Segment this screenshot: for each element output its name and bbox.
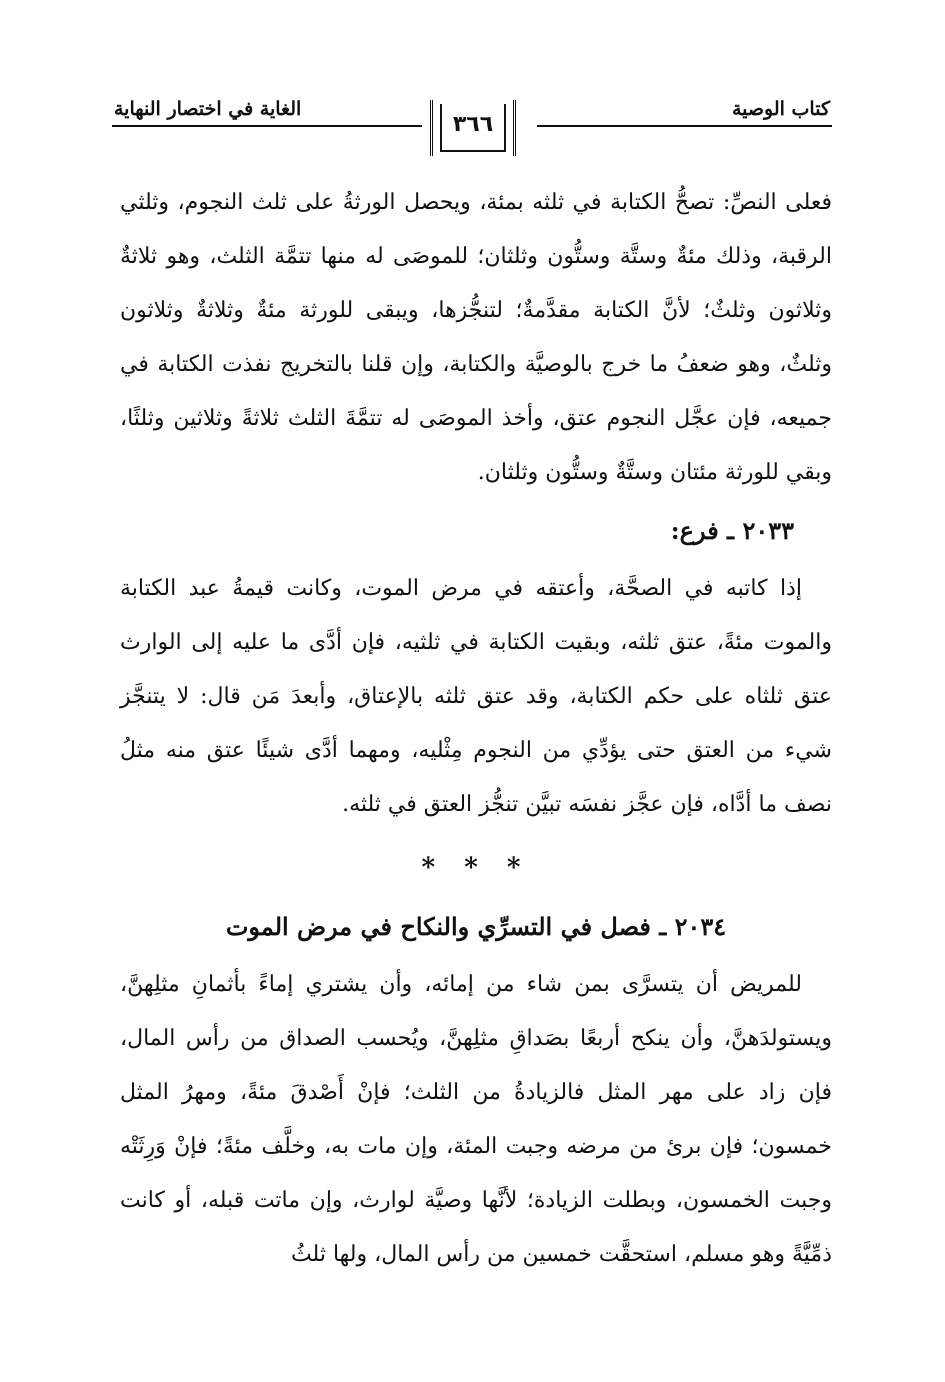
section-heading-2034: ٢٠٣٤ ـ فصل في التسرِّي والنكاح في مرض الموت (225, 912, 727, 941)
section-heading-2033: ٢٠٣٣ ـ فرع: (670, 516, 794, 545)
book-title: الغاية في اختصار النهاية (114, 98, 302, 120)
page-number: ٣٦٦ (452, 112, 494, 137)
page-number-frame (430, 100, 516, 156)
paragraph-1: فعلى النصِّ: تصحُّ الكتابة في ثلثه بمئة، ويحصل الورثةُ على ثلث النجوم، وثلثي الرقبة، وذلك مئةٌ وستَّة وستُّون وثلثان؛ للموصَى له منها تتمَّة الثلث، وهو ثلاثةٌ وثلاثون وثلثٌ؛ لأنَّ الكتابة مقدَّمةٌ؛ لتنجُّزها، ويبقى للورثة مئةٌ وثلاثةٌ وثلاثون وثلثٌ، وهو ضعفُ ما خرج بالوصيَّة والكتابة، وإن قلنا بالتخريج نفذت الكتابة في جميعه، فإن عجَّل النجوم عتق، وأخذ الموصَى له تتمَّةَ الثلث ثلاثةً وثلاثين وثلثًا، وبقي للورثة مئتان وستَّةٌ وستُّون وثلثان. (120, 190, 832, 485)
header-rule-left (112, 125, 422, 127)
section-separator: * * * (421, 853, 531, 883)
running-header (112, 98, 832, 168)
paragraph-2: إذا كاتبه في الصحَّة، وأعتقه في مرض الموت، وكانت قيمةُ عبد الكتابة والموت مئةً، عتق ثلثه، وبقيت الكتابة في ثلثيه، فإن أدَّى ما عليه إلى الوارث عتق ثلثاه على حكم الكتابة، وقد عتق ثلثه بالإعتاق، وأبعدَ مَن قال: لا يتنجَّز شيء من العتق حتى يؤدِّي من النجوم مِثْليه، ومهما أدَّى شيئًا عتق منه مثلُ نصف ما أدَّاه، فإن عجَّز نفسَه تبيَّن تنجُّز العتق في ثلثه. (120, 576, 832, 817)
paragraph-3: للمريض أن يتسرَّى بمن شاء من إمائه، وأن يشتري إماءً بأثمانِ مثلِهنَّ، ويستولدَهنَّ، وأن ينكح أربعًا بصَداقِ مثلِهنَّ، ويُحسب الصداق من رأس المال، فإن زاد على مهر المثل فالزيادةُ من الثلث؛ فإنْ أَصْدقَ مئةً، ومهرُ المثل خمسون؛ فإن برئ من مرضه وجبت المئة، وإن مات به، وخلَّف مئةً؛ فإنْ وَرِثَتْه وجبت الخمسون، وبطلت الزيادة؛ لأنَّها وصيَّة لوارث، وإن ماتت قبله، أو كانت ذمِّيَّةً وهو مسلم، استحقَّت خمسين من رأس المال، ولها ثلثُ (120, 972, 832, 1267)
chapter-title: كتاب الوصية (731, 98, 830, 120)
page-body (120, 176, 832, 1282)
header-rule-right (537, 125, 832, 127)
